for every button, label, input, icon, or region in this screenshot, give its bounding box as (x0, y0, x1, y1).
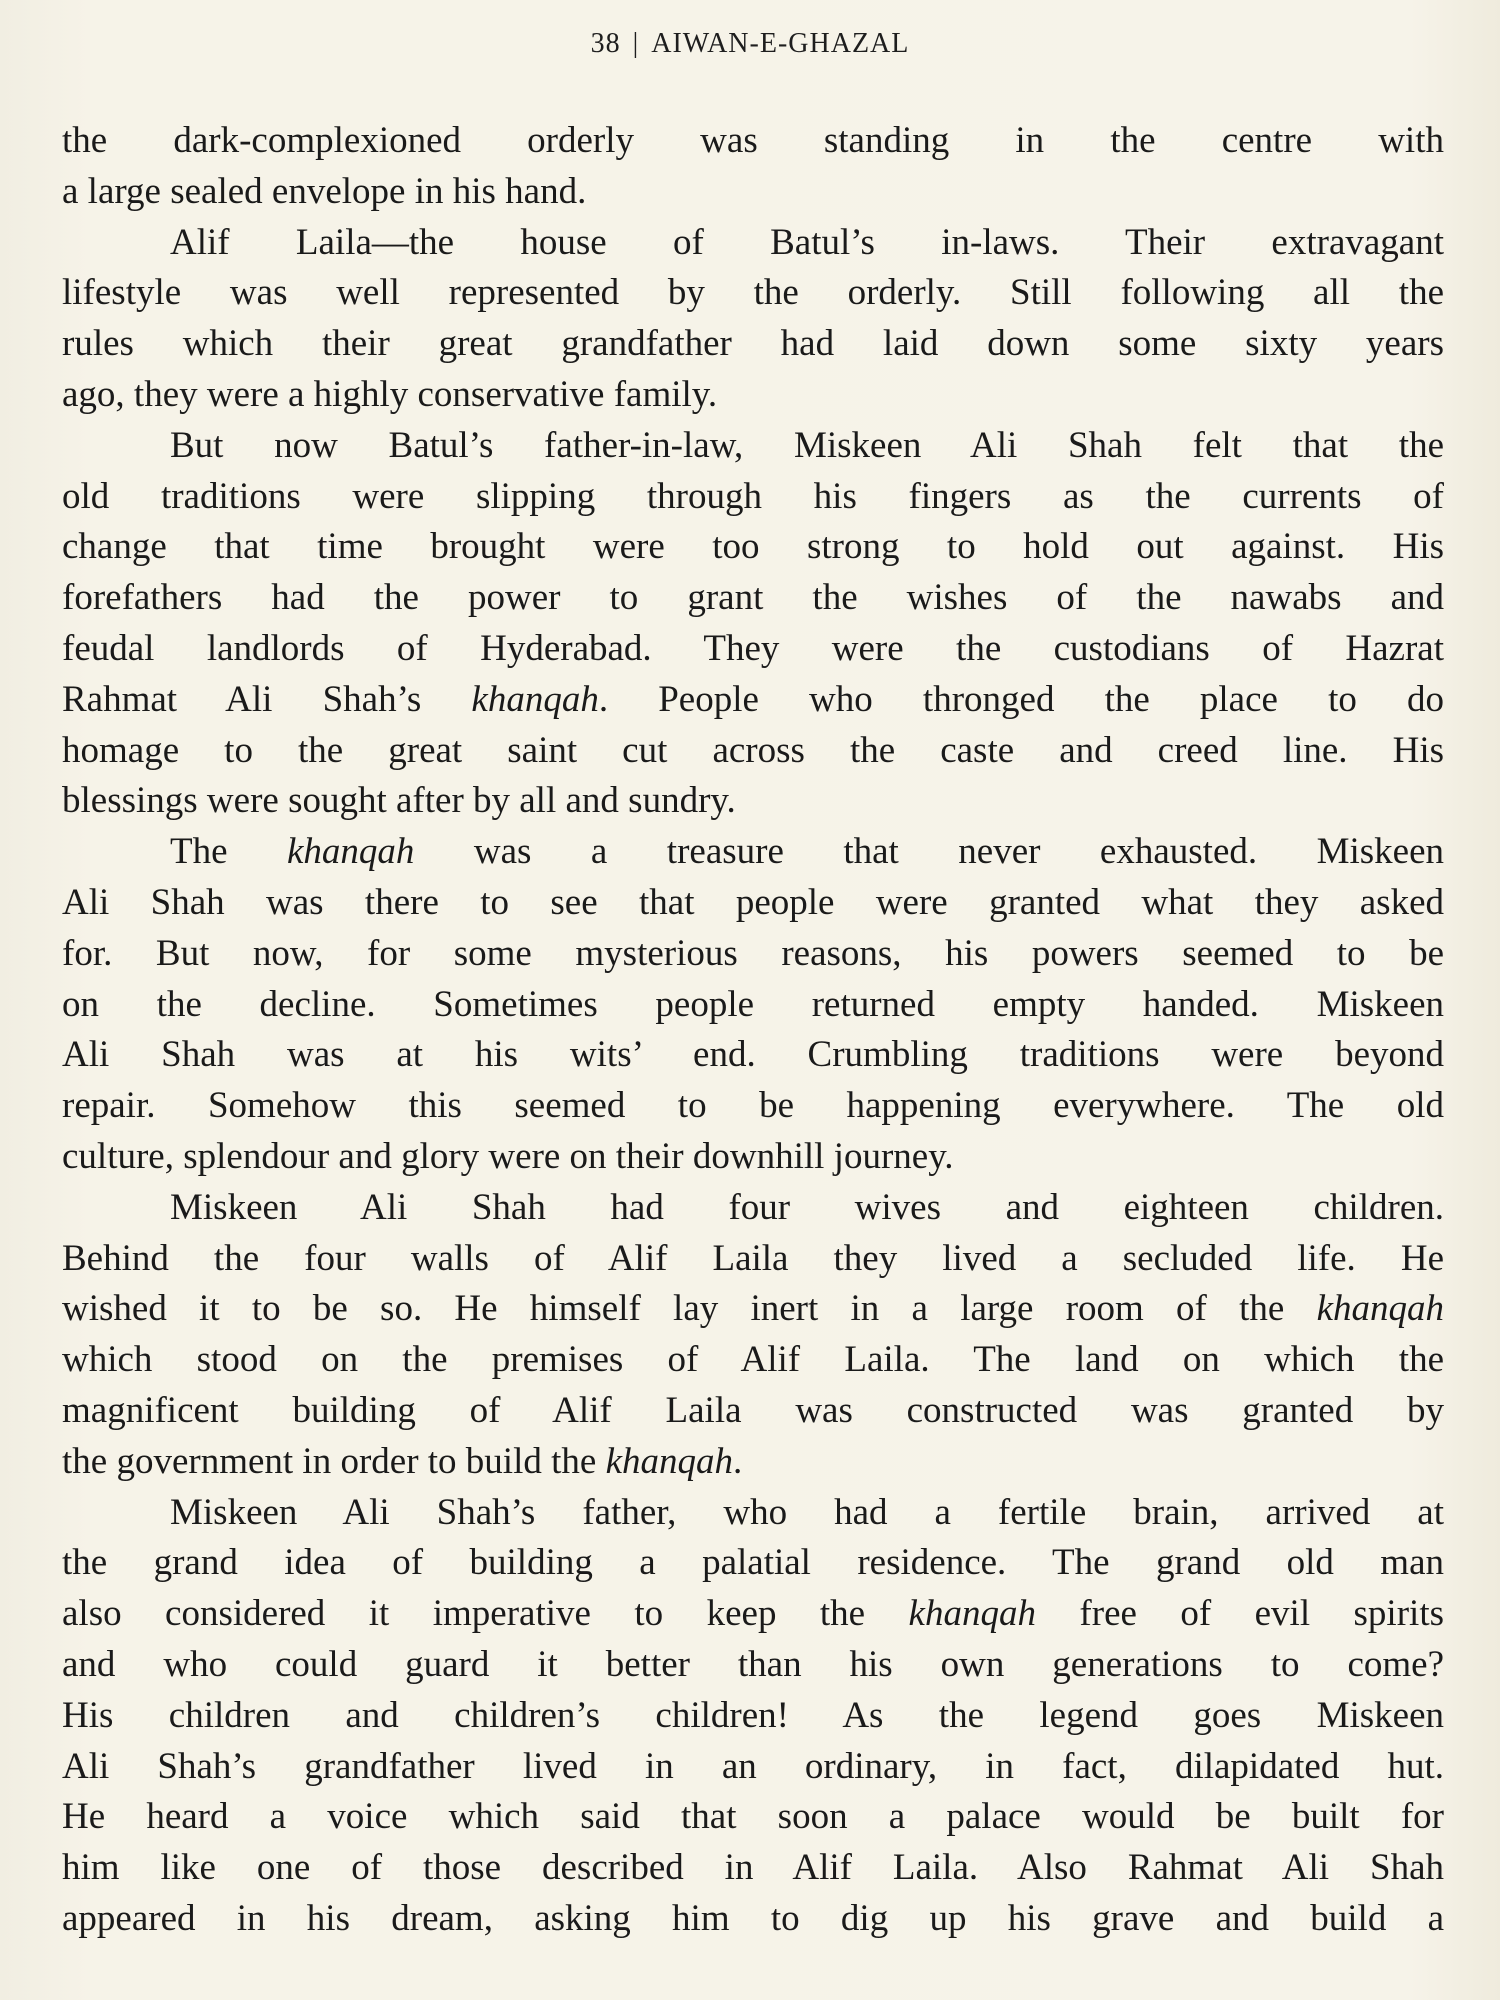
text-line: Alif Laila—the house of Batul’s in-laws. Their extravagant (170, 221, 1444, 263)
text-line: The khanqah was a treasure that never exhausted. Miskeen (170, 831, 1444, 873)
text-line: a large sealed envelope in his hand. (62, 170, 587, 212)
text-line: the dark-complexioned orderly was standing in the centre with (62, 120, 1444, 161)
text-line: rules which their great grandfather had laid down some sixty years (62, 323, 1444, 365)
text-line: the government in order to build the khanqah. (62, 1440, 743, 1482)
text-line: lifestyle was well represented by the orderly. Still following all the (62, 272, 1444, 314)
text-line: and who could guard it better than his own generations to come? (62, 1643, 1444, 1685)
text-line: wished it to be so. He himself lay inert in a large room of the khanqah (62, 1288, 1444, 1330)
paragraph (62, 116, 1444, 218)
text-line: which stood on the premises of Alif Laila. The land on which the (62, 1339, 1444, 1381)
text-line: His children and children’s children! As the legend goes Miskeen (62, 1694, 1444, 1736)
text-line: Miskeen Ali Shah’s father, who had a fertile brain, arrived at (170, 1491, 1444, 1533)
running-header (0, 28, 1500, 60)
body-text (62, 116, 1444, 1945)
paragraph (62, 1183, 1444, 1488)
text-line: him like one of those described in Alif Laila. Also Rahmat Ali Shah (62, 1847, 1444, 1889)
text-line: magnificent building of Alif Laila was constructed was granted by (62, 1389, 1444, 1431)
text-line: feudal landlords of Hyderabad. They were the custodians of Hazrat (62, 627, 1444, 669)
text-line: also considered it imperative to keep the khanqah free of evil spirits (62, 1593, 1444, 1635)
text-line: on the decline. Sometimes people returned empty handed. Miskeen (62, 983, 1444, 1025)
text-line: Behind the four walls of Alif Laila they lived a secluded life. He (62, 1237, 1444, 1279)
paragraph (62, 421, 1444, 827)
paragraph (62, 827, 1444, 1183)
text-line: Ali Shah was at his wits’ end. Crumbling traditions were beyond (62, 1034, 1444, 1076)
text-line: old traditions were slipping through his fingers as the currents of (62, 475, 1444, 517)
paragraph (62, 218, 1444, 421)
text-line: Rahmat Ali Shah’s khanqah. People who thronged the place to do (62, 678, 1444, 720)
text-line: Ali Shah’s grandfather lived in an ordinary, in fact, dilapidated hut. (62, 1745, 1444, 1787)
text-line: But now Batul’s father-in-law, Miskeen Ali Shah felt that the (170, 424, 1444, 466)
text-line: appeared in his dream, asking him to dig up his grave and build a (62, 1897, 1444, 1939)
paragraph (62, 1488, 1444, 1945)
header-separator: | (632, 28, 640, 59)
text-line: the grand idea of building a palatial residence. The grand old man (62, 1542, 1444, 1584)
text-line: blessings were sought after by all and sundry. (62, 780, 736, 822)
text-line: He heard a voice which said that soon a palace would be built for (62, 1796, 1444, 1838)
text-line: repair. Somehow this seemed to be happening everywhere. The old (62, 1085, 1444, 1127)
text-line: homage to the great saint cut across the caste and creed line. His (62, 729, 1444, 771)
text-line: culture, splendour and glory were on their downhill journey. (62, 1135, 954, 1177)
text-line: forefathers had the power to grant the wishes of the nawabs and (62, 577, 1444, 619)
running-title: AIWAN-E-GHAZAL (651, 28, 910, 59)
text-line: for. But now, for some mysterious reasons, his powers seemed to be (62, 932, 1444, 974)
text-line: ago, they were a highly conservative family. (62, 373, 718, 415)
text-line: Miskeen Ali Shah had four wives and eighteen children. (170, 1186, 1444, 1228)
text-line: Ali Shah was there to see that people were granted what they asked (62, 881, 1444, 923)
page-number: 38 (590, 28, 621, 59)
text-line: change that time brought were too strong to hold out against. His (62, 526, 1444, 568)
